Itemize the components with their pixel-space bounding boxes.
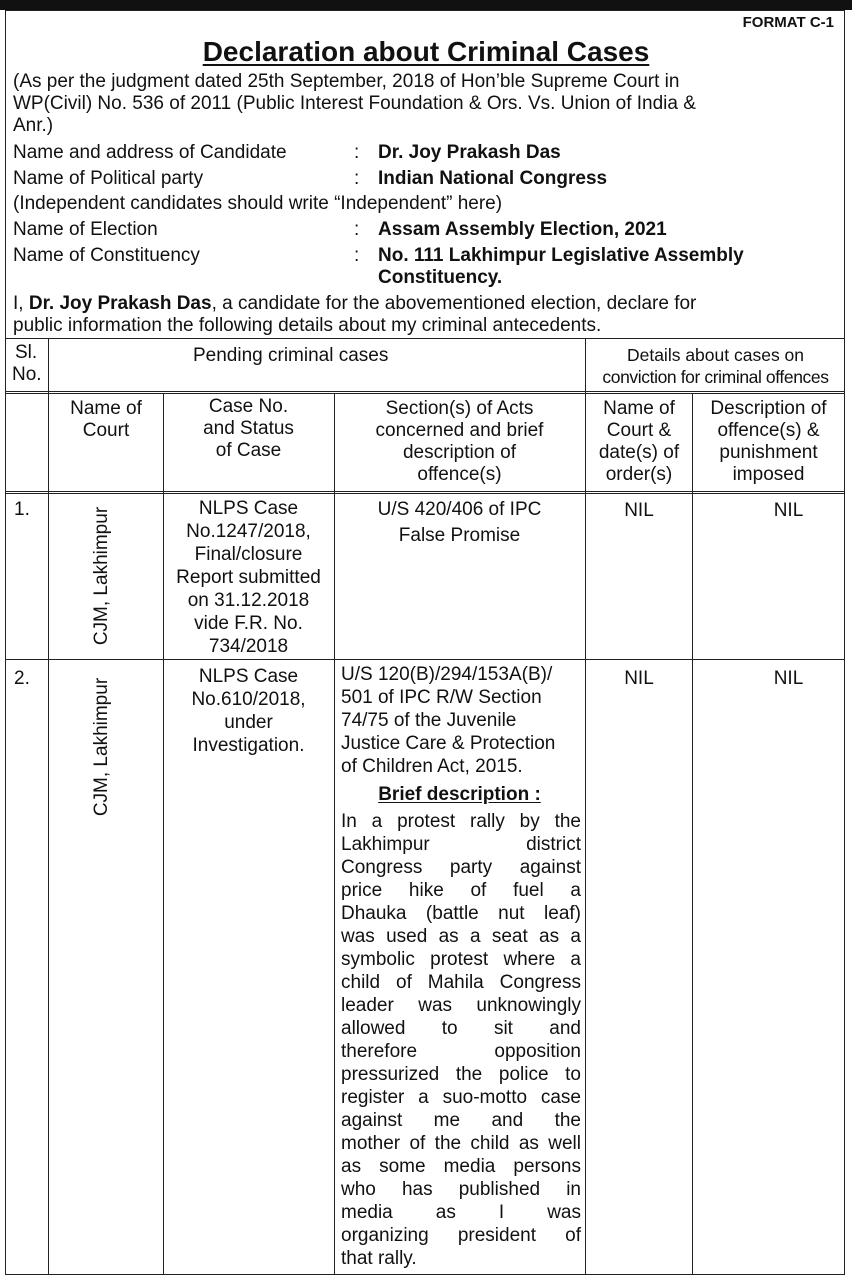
row-1-case-line: Report submitted: [176, 567, 321, 588]
row-2-sections-line: Justice Care & Protection: [341, 733, 556, 754]
header-conv-desc-line: imposed: [732, 464, 805, 485]
brief-line: leader was unknowingly: [341, 995, 581, 1016]
page-title: Declaration about Criminal Cases: [202, 36, 650, 67]
declaration-rest: , a candidate for the abovementioned election, declare for: [211, 293, 697, 314]
row-1-conv-court: NIL: [624, 500, 654, 521]
brief-line: child of Mahila Congress: [341, 972, 581, 993]
header-conv-desc-line: offence(s) &: [717, 420, 820, 441]
col-line-sl: [48, 338, 49, 1275]
row-1-sections: [334, 497, 585, 549]
header-case-line: of Case: [215, 440, 282, 461]
preamble-line-2: WP(Civil) No. 536 of 2011 (Public Interest Foundation & Ors. Vs. Union of India &: [13, 93, 696, 114]
header-conv-desc: [692, 398, 845, 486]
row-2-case-line: NLPS Case: [198, 666, 299, 687]
brief-line: against me and the: [341, 1110, 581, 1131]
brief-line: price hike of fuel a: [341, 880, 581, 901]
field-colon: :: [354, 245, 360, 266]
row-2-conv-desc: NIL: [773, 668, 804, 689]
brief-line: Dhauka (battle nut leaf): [341, 903, 581, 924]
col-line-conv-court: [692, 393, 693, 1275]
brief-line: who has published in: [341, 1179, 581, 1200]
header-sections-line: description of: [402, 442, 516, 463]
row-1-case-line: 734/2018: [208, 636, 289, 657]
election-label: Name of Election: [13, 219, 158, 240]
header-conv-desc-line: punishment: [719, 442, 818, 463]
header-conv-court-line: Court &: [606, 420, 672, 441]
constituency-label: Name of Constituency: [13, 245, 200, 266]
header-conv-court: [586, 398, 692, 486]
header-court-line: Name of: [70, 398, 142, 419]
brief-description: [341, 810, 581, 1270]
brief-line: therefore opposition: [341, 1041, 581, 1062]
row-2-sections: [341, 663, 581, 778]
brief-line: mother of the child as well: [341, 1133, 581, 1154]
header-sections: [334, 398, 585, 486]
row-2-case-line: Investigation.: [192, 735, 305, 756]
constituency-value-line-1: No. 111 Lakhimpur Legislative Assembly: [378, 245, 744, 266]
brief-line: register a suo-motto case: [341, 1087, 581, 1108]
brief-line: pressurized the police to: [341, 1064, 581, 1085]
header-court: [49, 398, 163, 442]
header-rule-4: [5, 493, 845, 494]
brief-line: allowed to sit and: [341, 1018, 581, 1039]
candidate-name-label: Name and address of Candidate: [13, 142, 287, 163]
declaration-line-2: public information the following details about my criminal antecedents.: [13, 315, 602, 336]
row-1-case-line: No.1247/2018,: [186, 521, 311, 542]
row-1-sl: 1.: [14, 499, 30, 520]
header-sections-line: Section(s) of Acts: [385, 398, 534, 419]
header-rule-2: [5, 393, 845, 394]
header-sections-line: concerned and brief: [375, 420, 544, 441]
header-conviction: [586, 344, 845, 388]
field-colon: :: [354, 142, 360, 163]
row-1-case-line: Final/closure: [194, 544, 303, 565]
preamble-line-1: (As per the judgment dated 25th September, 2018 of Hon’ble Supreme Court in: [13, 71, 680, 92]
header-conv-desc-line: Description of: [710, 398, 827, 419]
declaration-name: Dr. Joy Prakash Das: [28, 293, 212, 314]
row-2-case: [163, 665, 334, 757]
header-conv-court-line: date(s) of: [598, 442, 680, 463]
row-1-case-line: NLPS Case: [198, 498, 299, 519]
declaration-prefix: I,: [13, 293, 29, 314]
row-1-sections-line: False Promise: [398, 525, 521, 546]
row-1-conv-desc: NIL: [773, 500, 804, 521]
header-conv-court-line: order(s): [605, 464, 673, 485]
header-sections-line: offence(s): [417, 464, 502, 485]
brief-line: organizing president of: [341, 1225, 581, 1246]
brief-line: In a protest rally by the: [341, 811, 581, 832]
row-2-case-line: No.610/2018,: [191, 689, 306, 710]
header-conv-court-line: Name of: [603, 398, 675, 419]
brief-line: Lakhimpur district: [341, 834, 581, 855]
court-vertical-label-2: CJM, Lakhimpur: [91, 677, 112, 817]
brief-line: as some media persons: [341, 1156, 581, 1177]
row-1-case-line: vide F.R. No.: [194, 613, 303, 634]
header-case: [163, 396, 334, 462]
header-conviction-line-2: conviction for criminal offences: [602, 367, 829, 387]
row-2-conv-court: NIL: [624, 668, 654, 689]
row-2-sl: 2.: [14, 668, 30, 689]
header-sl-2: No.: [12, 364, 42, 385]
brief-line: media as I was: [341, 1202, 581, 1223]
row-2-case-line: under: [224, 712, 273, 733]
header-sl-1: Sl.: [15, 342, 38, 363]
header-court-line: Court: [82, 420, 130, 441]
row-1-case: [163, 497, 334, 658]
header-conviction-line-1: Details about cases on: [626, 345, 805, 365]
field-colon: :: [354, 168, 360, 189]
party-value: Indian National Congress: [378, 168, 608, 189]
party-label: Name of Political party: [13, 168, 204, 189]
preamble-line-3: Anr.): [13, 115, 54, 136]
independent-note: (Independent candidates should write “Independent” here): [13, 193, 503, 214]
brief-line: that rally.: [341, 1248, 417, 1269]
row-2-sections-line: 74/75 of the Juvenile: [341, 710, 517, 731]
row-2-sections-line: 501 of IPC R/W Section: [341, 687, 542, 708]
header-rule-3: [5, 491, 845, 492]
election-value: Assam Assembly Election, 2021: [378, 219, 667, 240]
header-case-line: Case No.: [208, 396, 289, 417]
candidate-name-value: Dr. Joy Prakash Das: [378, 142, 561, 163]
header-pending: Pending criminal cases: [193, 345, 389, 366]
row-2-sections-line: of Children Act, 2015.: [341, 756, 523, 777]
brief-line: symbolic protest where a: [341, 949, 581, 970]
row-divider: [5, 659, 845, 660]
brief-line: was used as a seat as a: [341, 926, 581, 947]
court-vertical-label-1: CJM, Lakhimpur: [91, 506, 112, 646]
header-rule-1: [5, 391, 845, 392]
constituency-value-line-2: Constituency.: [378, 267, 503, 288]
brief-line: Congress party against: [341, 857, 581, 878]
table-top-rule: [5, 338, 845, 339]
row-1-sections-line: U/S 420/406 of IPC: [377, 499, 542, 520]
format-label: FORMAT C-1: [742, 14, 834, 31]
top-border: [0, 0, 852, 10]
brief-heading: Brief description :: [378, 784, 541, 805]
declaration-line-1: [13, 292, 696, 315]
row-2-sections-line: U/S 120(B)/294/153A(B)/: [341, 664, 553, 685]
row-1-case-line: on 31.12.2018: [187, 590, 310, 611]
field-colon: :: [354, 219, 360, 240]
header-case-line: and Status: [203, 418, 294, 439]
